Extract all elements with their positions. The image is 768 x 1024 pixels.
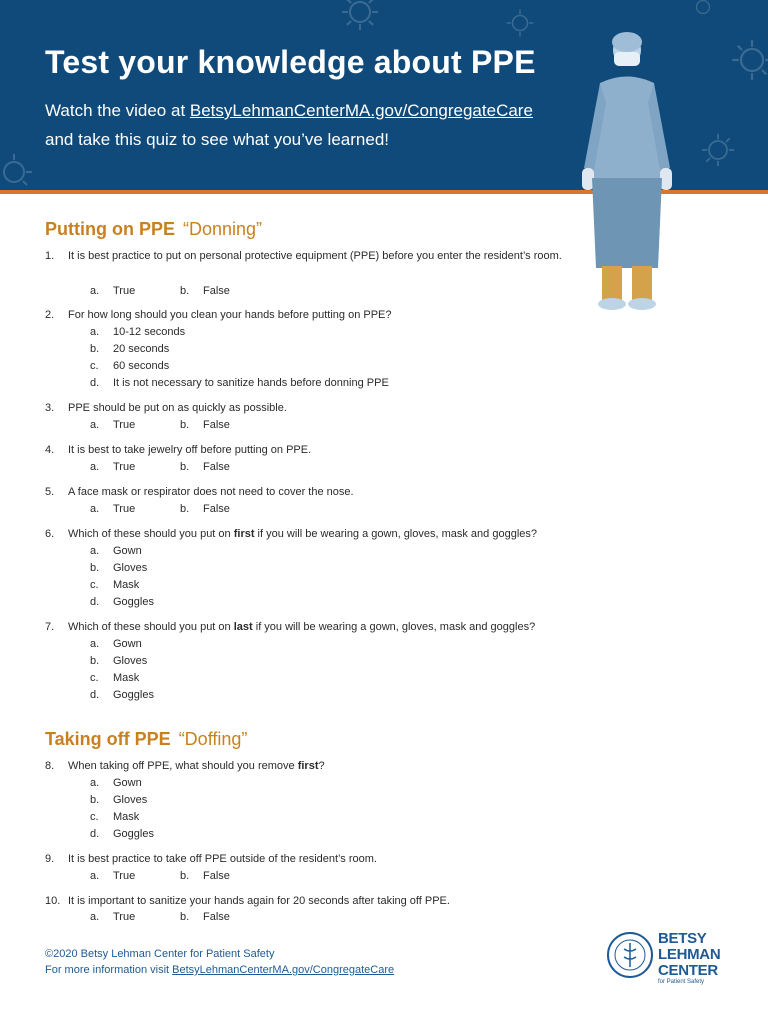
option-text: Mask [113,579,140,591]
option-text: False [203,461,230,473]
question-emphasis: first [297,760,319,772]
logo-wordmark [658,931,720,979]
virus-icon [730,38,768,82]
page-title: Test your knowledge about PPE [45,44,536,80]
video-instruction [45,101,533,121]
question-number: 9. [45,853,55,865]
option-letter: b. [90,655,100,667]
option-text: Goggles [113,828,154,840]
answer-option[interactable] [180,461,230,473]
answer-option[interactable] [90,811,139,823]
option-text: Goggles [113,596,154,608]
option-text: Mask [113,672,140,684]
option-letter: a. [90,777,100,789]
option-letter: b. [180,503,190,515]
option-letter: a. [90,461,100,473]
option-letter: a. [90,638,100,650]
option-text: False [203,419,230,431]
option-letter: b. [90,794,100,806]
video-instruction-text: Watch the video at [45,101,190,120]
option-letter: b. [90,343,100,355]
question-text: It is best practice to take off PPE outside of the resident’s room. [68,853,377,865]
question-text: It is important to sanitize your hands again for 20 seconds after taking off PPE. [68,895,450,907]
answer-option[interactable] [90,545,142,557]
option-text: Goggles [113,689,154,701]
option-text: Mask [113,811,140,823]
question-emphasis: first [233,528,255,540]
question-number: 5. [45,486,55,498]
question-number: 1. [45,250,55,262]
virus-icon [340,0,380,32]
option-letter: b. [180,911,190,923]
question-text-part: ? [318,760,325,772]
option-letter: c. [90,672,99,684]
logo-line: BETSY [658,930,707,947]
option-text: 60 seconds [113,360,170,372]
answer-option[interactable] [90,419,135,431]
option-text: Gloves [113,794,148,806]
answer-option[interactable] [180,419,230,431]
question-emphasis: last [233,621,253,633]
question-text [68,759,568,774]
more-info-text: For more information visit [45,964,173,976]
option-letter: d. [90,377,100,389]
answer-option[interactable] [90,777,142,789]
virus-icon [690,0,716,20]
option-text: 10-12 seconds [113,326,186,338]
section-title-text: Taking off PPE [45,729,171,749]
option-text: 20 seconds [113,343,170,355]
option-text: True [113,461,136,473]
question-text [68,620,568,635]
betsy-lehman-center-logo [606,929,724,991]
answer-option[interactable] [90,794,147,806]
answer-option[interactable] [90,503,135,515]
option-letter: b. [180,461,190,473]
answer-option[interactable] [180,503,230,515]
option-text: False [203,503,230,515]
option-text: False [203,285,230,297]
option-letter: b. [180,285,190,297]
option-text: True [113,503,136,515]
question-text-part: When taking off PPE, what should you remove [68,760,298,772]
answer-option[interactable] [90,689,154,701]
quiz-instruction: and take this quiz to see what you’ve learned! [45,130,389,149]
option-text: Gloves [113,562,148,574]
question-text-part: Which of these should you put on [68,621,234,633]
answer-option[interactable] [180,870,230,882]
ppe-worker-illustration [572,28,682,318]
answer-option[interactable] [90,911,135,923]
option-letter: c. [90,579,99,591]
question-number: 10. [45,895,61,907]
question-text-part: if you will be wearing a gown, gloves, mask and goggles? [252,621,536,633]
question-text: PPE should be put on as quickly as possible. [68,402,287,414]
option-text: Gown [113,638,142,650]
option-letter: a. [90,503,100,515]
question-number: 6. [45,528,55,540]
copyright-notice: ©2020 Betsy Lehman Center for Patient Safety [45,948,275,960]
logo-line: LEHMAN [658,946,721,963]
question-number: 4. [45,444,55,456]
option-text: Gloves [113,655,148,667]
section-title-doffing [45,729,247,750]
option-letter: a. [90,419,100,431]
question-text-part: if you will be wearing a gown, gloves, mask and goggles? [254,528,537,540]
option-text: False [203,911,230,923]
question-text: A face mask or respirator does not need to cover the nose. [68,486,354,498]
virus-icon [700,132,736,168]
section-term: “Doffing” [178,729,248,749]
option-text: True [113,419,136,431]
question-text [68,527,568,542]
section-title-donning [45,219,262,240]
option-text: Gown [113,545,142,557]
question-text: It is best to take jewelry off before putting on PPE. [68,444,312,456]
question-number: 2. [45,309,55,321]
answer-option[interactable] [90,343,169,355]
option-letter: b. [180,870,190,882]
question-text-part: Which of these should you put on [68,528,234,540]
logo-tagline: for Patient Safety [658,979,705,985]
answer-option[interactable] [90,828,154,840]
answer-option[interactable] [90,596,154,608]
option-text: True [113,870,136,882]
option-letter: a. [90,545,100,557]
question-text: For how long should you clean your hands before putting on PPE? [68,309,392,321]
answer-option[interactable] [90,638,142,650]
answer-option[interactable] [90,326,185,338]
option-letter: b. [180,419,190,431]
option-text: It is not necessary to sanitize hands before donning PPE [113,377,389,389]
virus-icon [505,8,535,38]
answer-option[interactable] [90,377,389,389]
answer-option[interactable] [90,562,147,574]
option-letter: a. [90,285,100,297]
answer-option[interactable] [90,579,139,591]
more-info [45,964,394,976]
answer-option[interactable] [180,911,230,923]
option-text: True [113,911,136,923]
seal-icon [606,931,654,979]
option-letter: a. [90,870,100,882]
video-link[interactable]: BetsyLehmanCenterMA.gov/CongregateCare [189,101,533,120]
option-letter: d. [90,828,100,840]
option-letter: a. [90,326,100,338]
answer-option[interactable] [90,870,135,882]
question-number: 8. [45,760,55,772]
answer-option[interactable] [90,285,135,297]
footer-link[interactable]: BetsyLehmanCenterMA.gov/CongregateCare [172,964,395,976]
section-title-text: Putting on PPE [45,219,175,239]
answer-option[interactable] [90,672,139,684]
virus-icon [0,152,34,190]
question-number: 7. [45,621,55,633]
section-term: “Donning” [183,219,263,239]
option-text: Gown [113,777,142,789]
option-letter: a. [90,911,100,923]
answer-option[interactable] [90,360,169,372]
logo-line: CENTER [658,962,718,979]
question-number: 3. [45,402,55,414]
answer-option[interactable] [180,285,230,297]
option-text: False [203,870,230,882]
option-text: True [113,285,136,297]
question-text: It is best practice to put on personal protective equipment (PPE) before you enter the resident’s room. [68,250,562,262]
option-letter: b. [90,562,100,574]
answer-option[interactable] [90,461,135,473]
option-letter: d. [90,596,100,608]
option-letter: c. [90,811,99,823]
answer-option[interactable] [90,655,147,667]
option-letter: c. [90,360,99,372]
option-letter: d. [90,689,100,701]
